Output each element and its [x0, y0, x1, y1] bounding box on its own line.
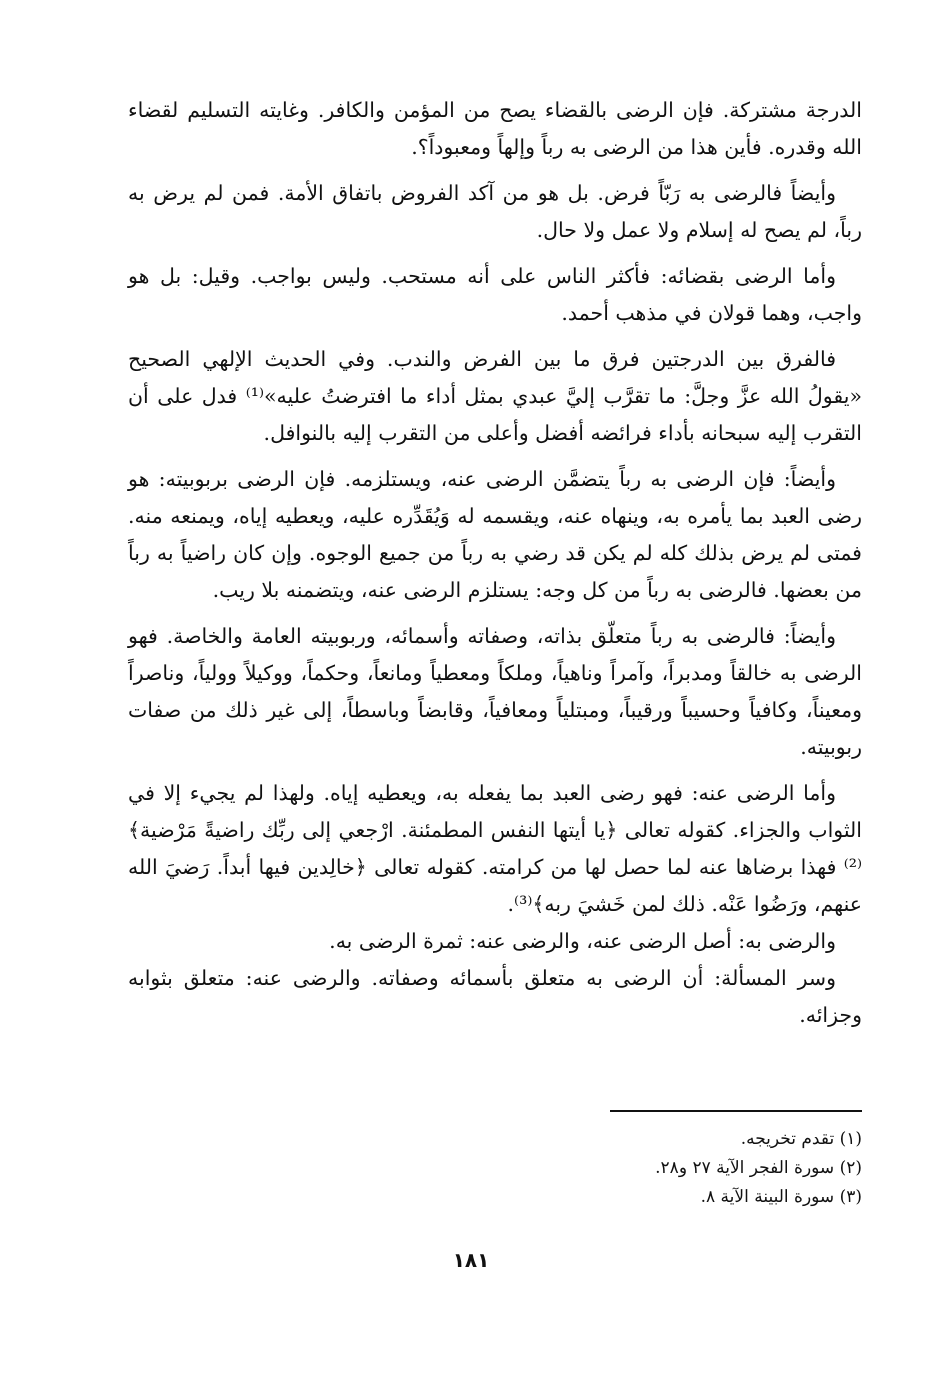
paragraph: وأيضاً: فالرضى به رباً متعلّق بذاته، وصفاته وأسمائه، وربوبيته العامة والخاصة. فهو الرضى به خالقاً ومدبراً، وآمراً وناهياً، وملكاً ومعطياً ومانعاً، وحكماً، ووكيلاً وولياً، وناصراً ومعيناً، وكافياً وحسيباً ورقيباً، ومبتلياً ومعافياً، وقابضاً وباسطاً، إلى غير ذلك من صفات ربوبيته.: [128, 624, 862, 759]
paragraph: وسر المسألة: أن الرضى به متعلق بأسمائه وصفاته. والرضى عنه: متعلق بثوابه وجزائه.: [128, 966, 862, 1027]
paragraph: والرضى به: أصل الرضى عنه، والرضى عنه: ثمرة الرضى به.: [329, 929, 836, 953]
footnote: (١) تقدم تخريجه.: [740, 1129, 862, 1149]
page-body: [128, 92, 862, 1034]
footnotes: [362, 1125, 862, 1212]
paragraph: فالفرق بين الدرجتين فرق ما بين الفرض والندب. وفي الحديث الإلهي الصحيح «يقولُ الله عزَّ وجلَّ: ما تقرَّب إليَّ عبدي بمثل أداء ما افترضتُ عليه»⁽¹⁾ فدل على أن التقرب إليه سبحانه بأداء فرائضه أفضل وأعلى من التقرب إليه بالنوافل.: [128, 347, 862, 445]
paragraph: وأما الرضى بقضائه: فأكثر الناس على أنه مستحب. وليس بواجب. وقيل: بل هو واجب، وهما قولان في مذهب أحمد.: [128, 264, 862, 325]
paragraph: الدرجة مشتركة. فإن الرضى بالقضاء يصح من المؤمن والكافر. وغايته التسليم لقضاء الله وقدره. فأين هذا من الرضى به رباً وإلهاً ومعبوداً؟.: [128, 98, 862, 159]
paragraph: وأيضاً فالرضى به رَبّاً فرض. بل هو من آكد الفروض باتفاق الأمة. فمن لم يرض به رباً، لم يصح له إسلام ولا عمل ولا حال.: [128, 181, 862, 242]
page-number: ١٨١: [452, 1248, 490, 1272]
paragraph: وأيضاً: فإن الرضى به رباً يتضمَّن الرضى عنه، ويستلزمه. فإن الرضى بربوبيته: هو رضى العبد بما يأمره به، وينهاه عنه، ويقسمه له وَيُقَدِّره عليه، ويعطيه إياه، ويمنعه منه. فمتى لم يرض بذلك كله لم يكن قد رضي به رباً من جميع الوجوه. وإن كان راضياً به رباً من بعضها. فالرضى به رباً من كل وجه: يستلزم الرضى عنه، ويتضمنه بلا ريب.: [128, 467, 862, 602]
footnote: (٢) سورة الفجر الآية ٢٧ و٢٨.: [655, 1158, 862, 1178]
paragraph: وأما الرضى عنه: فهو رضى العبد بما يفعله به، ويعطيه إياه. ولهذا لم يجيء إلا في الثواب والجزاء. كقوله تعالى ﴿يا أيتها النفس المطمئنة. ارْجعي إلى ربِّك راضيةً مَرْضية﴾⁽²⁾ فهذا برضاها عنه لما حصل لها من كرامته. كقوله تعالى ﴿خالِدين فيها أبداً. رَضيَ الله عنهم، ورَضُوا عَنْه. ذلك لمن خَشيَ ربه﴾⁽³⁾.: [128, 781, 862, 916]
footnote-divider: [610, 1110, 862, 1112]
footnote: (٣) سورة البينة الآية ٨.: [700, 1187, 862, 1207]
